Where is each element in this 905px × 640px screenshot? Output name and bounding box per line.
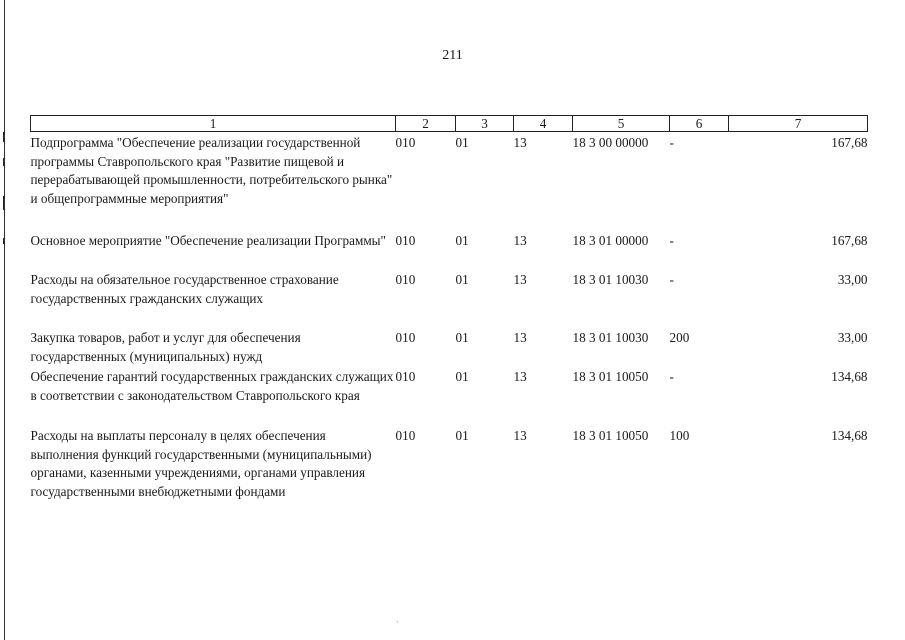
- row-target-code: 18 3 01 10050: [572, 428, 649, 443]
- row-amount: 33,00: [837, 272, 868, 287]
- row-section-code: 01: [455, 233, 469, 248]
- row-expense-type: -: [669, 135, 674, 150]
- row-target-code: 18 3 01 10050: [572, 369, 649, 384]
- row-ministry-code: 010: [395, 330, 416, 345]
- row-description: Основное мероприятие "Обеспечение реализации Программы": [30, 233, 386, 248]
- row-section-code: 01: [455, 428, 469, 443]
- row-subsection-code: 13: [513, 330, 527, 345]
- row-expense-type: 100: [669, 428, 690, 443]
- row-expense-type: 200: [669, 330, 690, 345]
- header-col-5: 5: [573, 116, 670, 132]
- header-col-1: 1: [31, 116, 396, 132]
- row-section-code: 01: [455, 330, 469, 345]
- row-description: Закупка товаров, работ и услуг для обеспечения государственных (муниципальных) нужд: [30, 330, 301, 364]
- row-description: Расходы на обязательное государственное страхование государственных гражданских служащих: [30, 272, 339, 306]
- row-amount: 167,68: [831, 135, 868, 150]
- row-amount: 134,68: [831, 369, 868, 384]
- table-row: [31, 427, 868, 523]
- row-section-code: 01: [455, 369, 469, 384]
- scan-margin-dash: [3, 132, 4, 142]
- row-ministry-code: 010: [395, 369, 416, 384]
- scan-margin-line: [4, 0, 5, 640]
- row-subsection-code: 13: [513, 272, 527, 287]
- row-target-code: 18 3 01 10030: [572, 330, 649, 345]
- row-description: Подпрограмма "Обеспечение реализации государственной программы Ставропольского края "Развитие пищевой и перерабатывающей промышленности, потребительского рынка" и общепрограммные мероприятия": [30, 135, 393, 206]
- scan-margin-dash: [3, 196, 4, 210]
- row-subsection-code: 13: [513, 369, 527, 384]
- row-subsection-code: 13: [513, 428, 527, 443]
- table-row: [31, 329, 868, 368]
- row-description: Расходы на выплаты персоналу в целях обеспечения выполнения функций государственными (муниципальными) органами, казенными учреждениями, органами управления государственными внебюджетными фондами: [30, 428, 372, 499]
- row-description: Обеспечение гарантий государственных гражданских служащих в соответствии с законодательством Ставропольского края: [30, 369, 394, 403]
- budget-table: [30, 115, 868, 523]
- header-col-6: 6: [670, 116, 729, 132]
- row-amount: 33,00: [837, 330, 868, 345]
- row-ministry-code: 010: [395, 135, 416, 150]
- header-col-2: 2: [396, 116, 456, 132]
- scan-mark: `: [396, 620, 399, 629]
- row-subsection-code: 13: [513, 135, 527, 150]
- row-ministry-code: 010: [395, 272, 416, 287]
- table-row: [31, 232, 868, 271]
- header-col-7: 7: [729, 116, 868, 132]
- header-col-4: 4: [514, 116, 573, 132]
- row-expense-type: -: [669, 272, 674, 287]
- row-section-code: 01: [455, 272, 469, 287]
- table-row: [31, 271, 868, 329]
- row-ministry-code: 010: [395, 428, 416, 443]
- table-row: [31, 134, 868, 232]
- row-expense-type: -: [669, 233, 674, 248]
- page-number: 211: [442, 48, 463, 63]
- row-section-code: 01: [455, 135, 469, 150]
- header-col-3: 3: [456, 116, 514, 132]
- row-target-code: 18 3 01 10030: [572, 272, 649, 287]
- scan-margin-dash: [3, 238, 4, 244]
- table-row: [31, 368, 868, 427]
- header-row: [31, 116, 868, 132]
- row-subsection-code: 13: [513, 233, 527, 248]
- scan-margin-dash: [3, 158, 4, 166]
- row-amount: 134,68: [831, 428, 868, 443]
- row-target-code: 18 3 00 00000: [572, 135, 649, 150]
- row-expense-type: -: [669, 369, 674, 384]
- row-ministry-code: 010: [395, 233, 416, 248]
- row-target-code: 18 3 01 00000: [572, 233, 649, 248]
- row-amount: 167,68: [831, 233, 868, 248]
